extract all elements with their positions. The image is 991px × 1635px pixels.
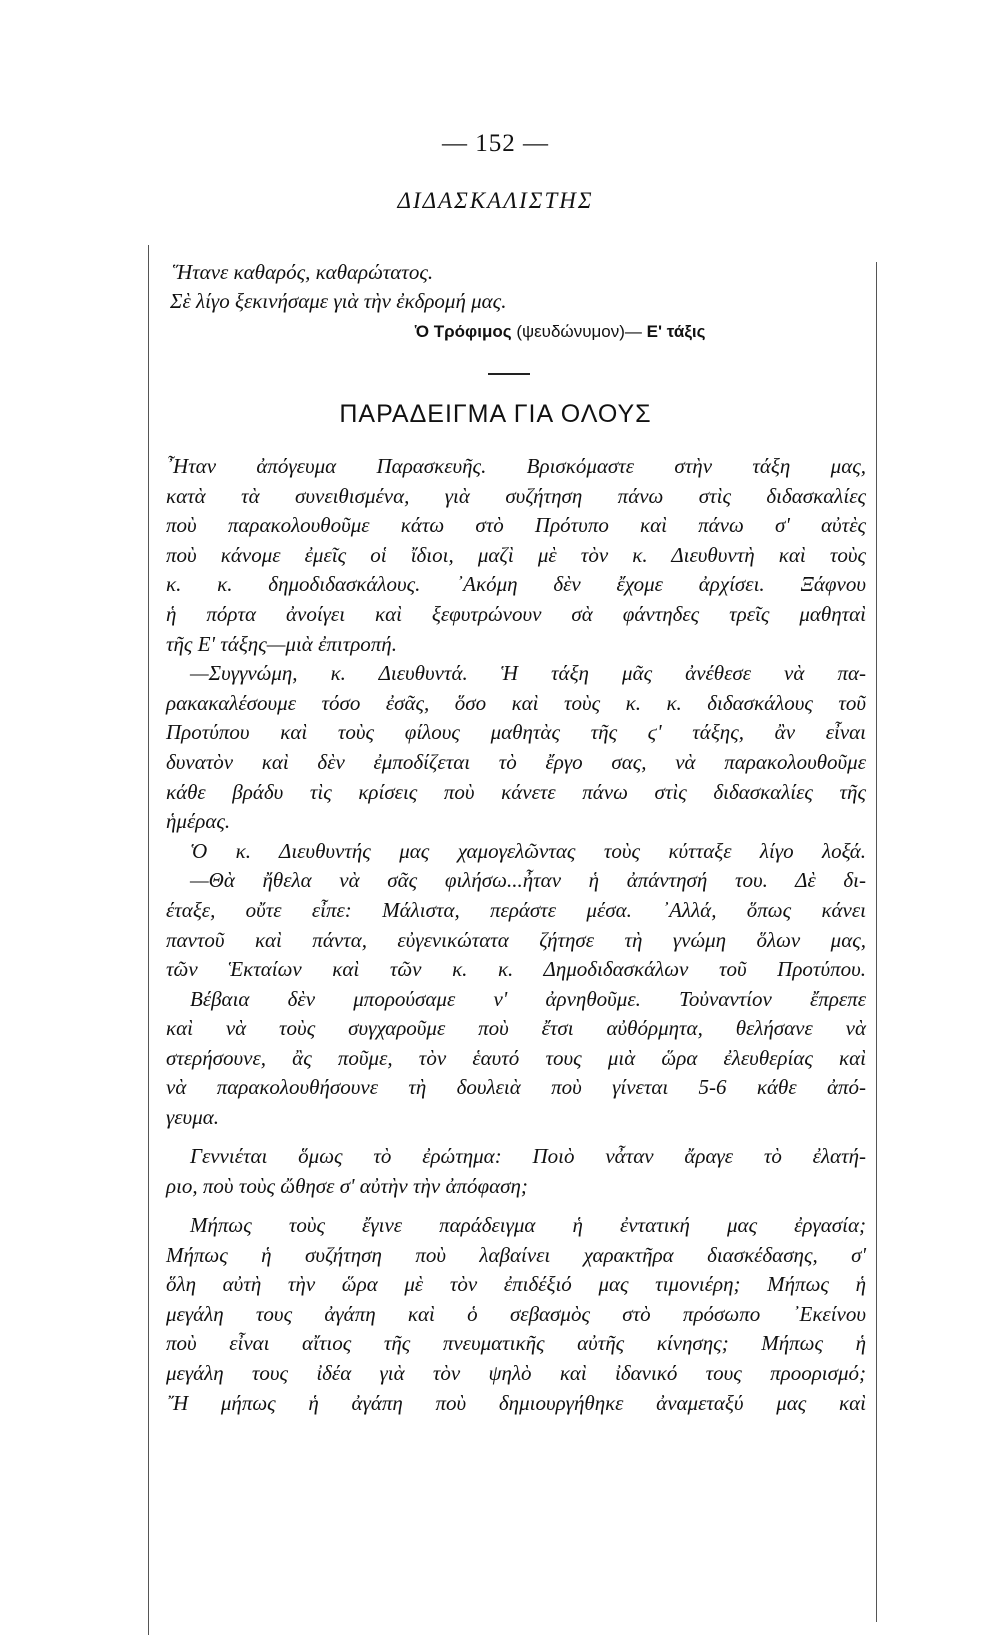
body-line: ἡ πόρτα ἀνοίγει καὶ ξεφυτρώνουν σὰ φάντηδες τρεῖς μαθηταὶ <box>166 601 866 626</box>
article-heading: ΠΑΡΑΔΕΙΓΜΑ ΓΙΑ ΟΛΟΥΣ <box>339 400 652 428</box>
body-line: καὶ νὰ τοὺς συγχαροῦμε ποὺ ἔτσι αὐθόρμητα, θελήσανε νὰ <box>166 1016 866 1041</box>
body-line: κάθε βράδυ τὶς κρίσεις ποὺ κάνετε πάνω στὶς διδασκαλίες τῆς <box>166 779 866 804</box>
body-line: δυνατὸν καὶ δὲν ἐμποδίζεται τὸ ἔργο σας, νὰ παρακολουθοῦμε <box>166 749 866 774</box>
body-line: ριο, ποὺ τοὺς ὤθησε σ' αὐτὴν τὴν ἀπόφαση; <box>166 1173 528 1198</box>
body-line: ποὺ εἶναι αἴτιος τῆς πνευματικῆς αὐτῆς κίνησης; Μήπως ἡ <box>166 1331 866 1356</box>
signature-note: (ψευδώνυμον)— <box>516 322 642 341</box>
body-line: ῎Η μήπως ἡ ἀγάπη ποὺ δημιουργήθηκε ἀναμεταξύ μας καὶ <box>166 1390 866 1415</box>
section-title: ΔΙΔΑΣΚΑΛΙΣΤΗΣ <box>397 188 594 213</box>
left-margin-line <box>148 245 149 1635</box>
body-line: νὰ παρακολουθήσουνε τὴ δουλειὰ ποὺ γίνεται 5-6 κάθε ἀπό- <box>166 1075 866 1100</box>
article-body-reasons <box>166 1211 866 1418</box>
body-line: κατὰ τὰ συνειθισμένα, γιὰ συζήτηση πάνω στὶς διδασκαλίες <box>166 483 866 508</box>
intro-line: ῞Ητανε καθαρός, καθαρώτατος. <box>170 260 434 284</box>
body-line: μεγάλη τους ἀγάπη καὶ ὁ σεβασμὸς στὸ πρόσωπο ᾿Εκείνου <box>166 1301 866 1326</box>
signature-class: Ε' τάξις <box>646 322 706 341</box>
body-line: γευμα. <box>166 1105 220 1130</box>
body-line: —Θὰ ἤθελα νὰ σᾶς φιλήσω...ἦταν ἡ ἀπάντησή του. Δὲ δι- <box>190 868 866 893</box>
body-line: ὅλη αὐτὴ τὴν ὥρα μὲ τὸν ἐπιδέξιό μας τιμονιέρη; Μήπως ἡ <box>166 1272 866 1297</box>
body-line: Μήπως τοὺς ἔγινε παράδειγμα ἡ ἐντατική μας ἐργασία; <box>190 1213 866 1237</box>
article-body <box>166 452 866 1133</box>
body-line: —Συγγνώμη, κ. Διευθυντά. Ἡ τάξη μᾶς ἀνέθεσε νὰ πα- <box>190 661 866 686</box>
body-line: έταξε, οὔτε εἶπε: Μάλιστα, περάστε μέσα. ᾿Αλλά, ὅπως κάνει <box>166 897 866 922</box>
separator-rule <box>488 373 530 375</box>
body-line: Ὁ κ. Διευθυντής μας χαμογελῶντας τοὺς κύτταξε λίγο λοξά. <box>190 838 866 863</box>
body-line: παντοῦ καὶ πάντα, εὐγενικώτατα ζήτησε τὴ γνώμη ὅλων μας, <box>166 927 866 952</box>
body-line: τῶν Ἑκταίων καὶ τῶν κ. κ. Δημοδιδασκάλων τοῦ Προτύπου. <box>166 957 866 982</box>
body-line: ποὺ παρακολουθοῦμε κάτω στὸ Πρότυπο καὶ πάνω σ' αὐτὲς <box>166 513 866 538</box>
body-line: ποὺ κάνομε ἐμεῖς οἱ ἴδιοι, μαζὶ μὲ τὸν κ. Διευθυντὴ καὶ τοὺς <box>166 542 866 567</box>
intro-paragraph <box>170 258 860 316</box>
body-line: στερήσουνε, ἂς ποῦμε, τὸν ἑαυτό τους μιὰ ὥρα ἐλευθερίας καὶ <box>166 1045 866 1070</box>
signature-name: Ὁ Τρόφιμος <box>415 322 512 341</box>
body-line: τῆς Ε' τάξης—μιὰ ἐπιτροπή. <box>166 631 397 656</box>
body-line: ἡμέρας. <box>166 809 231 834</box>
body-line: μεγάλη τους ἰδέα γιὰ τὸν ψηλὸ καὶ ἰδανικό τους προορισμό; <box>166 1360 866 1385</box>
body-line: Μήπως ἡ συζήτηση ποὺ λαβαίνει χαρακτῆρα διασκέδασης, σ' <box>166 1242 866 1267</box>
body-line: Προτύπου καὶ τοὺς φίλους μαθητὰς τῆς ϛ' τάξης, ἂν εἶναι <box>166 720 866 745</box>
intro-line: Σὲ λίγο ξεκινήσαμε γιὰ τὴν ἐκδρομή μας. <box>170 289 507 313</box>
body-line: Γεννιέται ὅμως τὸ ἐρώτημα: Ποιὸ νἆταν ἄραγε τὸ ἐλατή- <box>190 1144 866 1168</box>
signature <box>415 322 705 342</box>
article-body-question <box>166 1142 866 1201</box>
body-line: κ. κ. δημοδιδασκάλους. ᾿Ακόμη δὲν ἔχομε ἀρχίσει. Ξάφνου <box>166 572 866 597</box>
body-line: ρακακαλέσουμε τόσο ἐσᾶς, ὅσο καὶ τοὺς κ. κ. διδασκάλους τοῦ <box>166 690 866 715</box>
body-line: ῏Ηταν ἀπόγευμα Παρασκευῆς. Βρισκόμαστε στὴν τάξη μας, <box>166 454 866 478</box>
right-margin-line <box>876 262 877 1622</box>
page-number: — 152 — <box>442 130 549 157</box>
body-line: Βέβαια δὲν μπορούσαμε ν' ἀρνηθοῦμε. Τοὐναντίον ἔπρεπε <box>190 986 866 1011</box>
